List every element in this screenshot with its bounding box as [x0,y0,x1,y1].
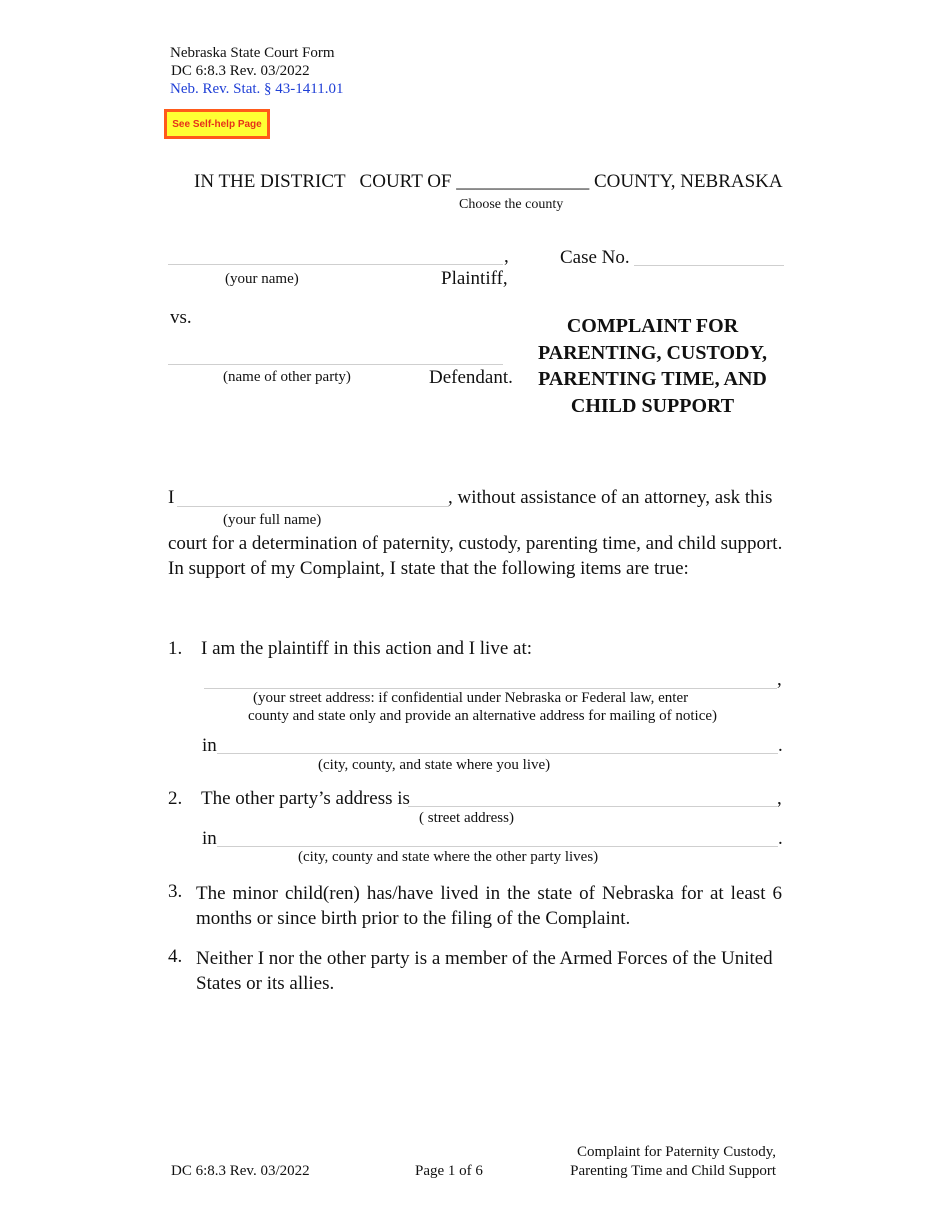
full-name-hint: (your full name) [223,512,322,528]
plaintiff-city-field[interactable] [217,753,778,754]
county-field[interactable]: ______________ [456,171,590,192]
item-2-text: The other party’s address is [201,788,410,809]
defendant-name-field[interactable] [168,364,503,365]
other-party-hint: (name of other party) [223,369,351,385]
item-2-in-label: in [202,828,217,849]
plaintiff-name-field[interactable] [168,264,503,265]
footer-title-line-2: Parenting Time and Child Support [570,1163,776,1179]
self-help-button[interactable]: See Self-help Page [164,109,270,139]
intro-after-name: , without assistance of an attorney, ask this [448,487,773,508]
county-hint: Choose the county [459,197,564,212]
street-hint-line-2: county and state only and provide an alternative address for mailing of notice) [248,708,718,724]
item-2-number: 2. [168,788,183,809]
case-no-label: Case No. [560,247,630,268]
item-4-text: Neither I nor the other party is a member of the Armed Forces of the United States or its allies. [196,948,773,994]
court-suffix: COUNTY, NEBRASKA [594,171,783,192]
other-party-city-field[interactable] [217,846,778,847]
vs-label: vs. [170,307,192,328]
item-1-period: . [778,735,783,756]
court-prefix: IN THE DISTRICT COURT OF [194,171,452,192]
defendant-label: Defendant. [429,367,513,388]
street-hint-line-1: (your street address: if confidential under Nebraska or Federal law, enter [253,690,689,706]
item-1-number: 1. [168,638,183,659]
footer-title-line-1: Complaint for Paternity Custody, [576,1144,776,1160]
plaintiff-label: Plaintiff, [441,268,508,289]
item-3-number: 3. [168,881,183,902]
item-3-text: The minor child(ren) has/have lived in the state of Nebraska for at least 6 months or since birth prior to the filing of the Complaint. [196,883,782,929]
intro-line-2: In support of my Complaint, I state that the following items are true: [168,558,689,579]
intro-line-1: court for a determination of paternity, custody, parenting time, and child support. [168,533,783,554]
plaintiff-city-hint: (city, county, and state where you live) [318,757,551,773]
case-no-field[interactable] [634,265,784,266]
footer-form-number: DC 6:8.3 Rev. 03/2022 [171,1163,310,1179]
item-1-in-label: in [202,735,217,756]
intro-i-label: I [168,487,175,508]
item-2-comma: , [777,788,782,809]
other-party-street-field[interactable] [408,806,777,807]
plaintiff-comma: , [504,246,509,267]
plaintiff-street-field[interactable] [204,688,777,689]
form-name: Nebraska State Court Form [170,45,335,61]
footer-page-number: Page 1 of 6 [415,1163,483,1179]
other-party-street-hint: ( street address) [419,810,514,826]
other-party-city-hint: (city, county and state where the other party lives) [298,849,599,865]
court-heading [194,171,783,193]
form-number: DC 6:8.3 Rev. 03/2022 [171,63,310,79]
your-name-hint: (your name) [225,271,299,287]
full-name-field[interactable] [177,506,449,507]
item-4-number: 4. [168,946,183,967]
item-1-text: I am the plaintiff in this action and I live at: [201,638,533,659]
item-1-comma: , [777,669,782,690]
document-title: COMPLAINT FOR PARENTING, CUSTODY, PARENTING TIME, AND CHILD SUPPORT [537,315,768,417]
item-2-period: . [778,828,783,849]
statute-link[interactable]: Neb. Rev. Stat. § 43-1411.01 [170,81,344,97]
